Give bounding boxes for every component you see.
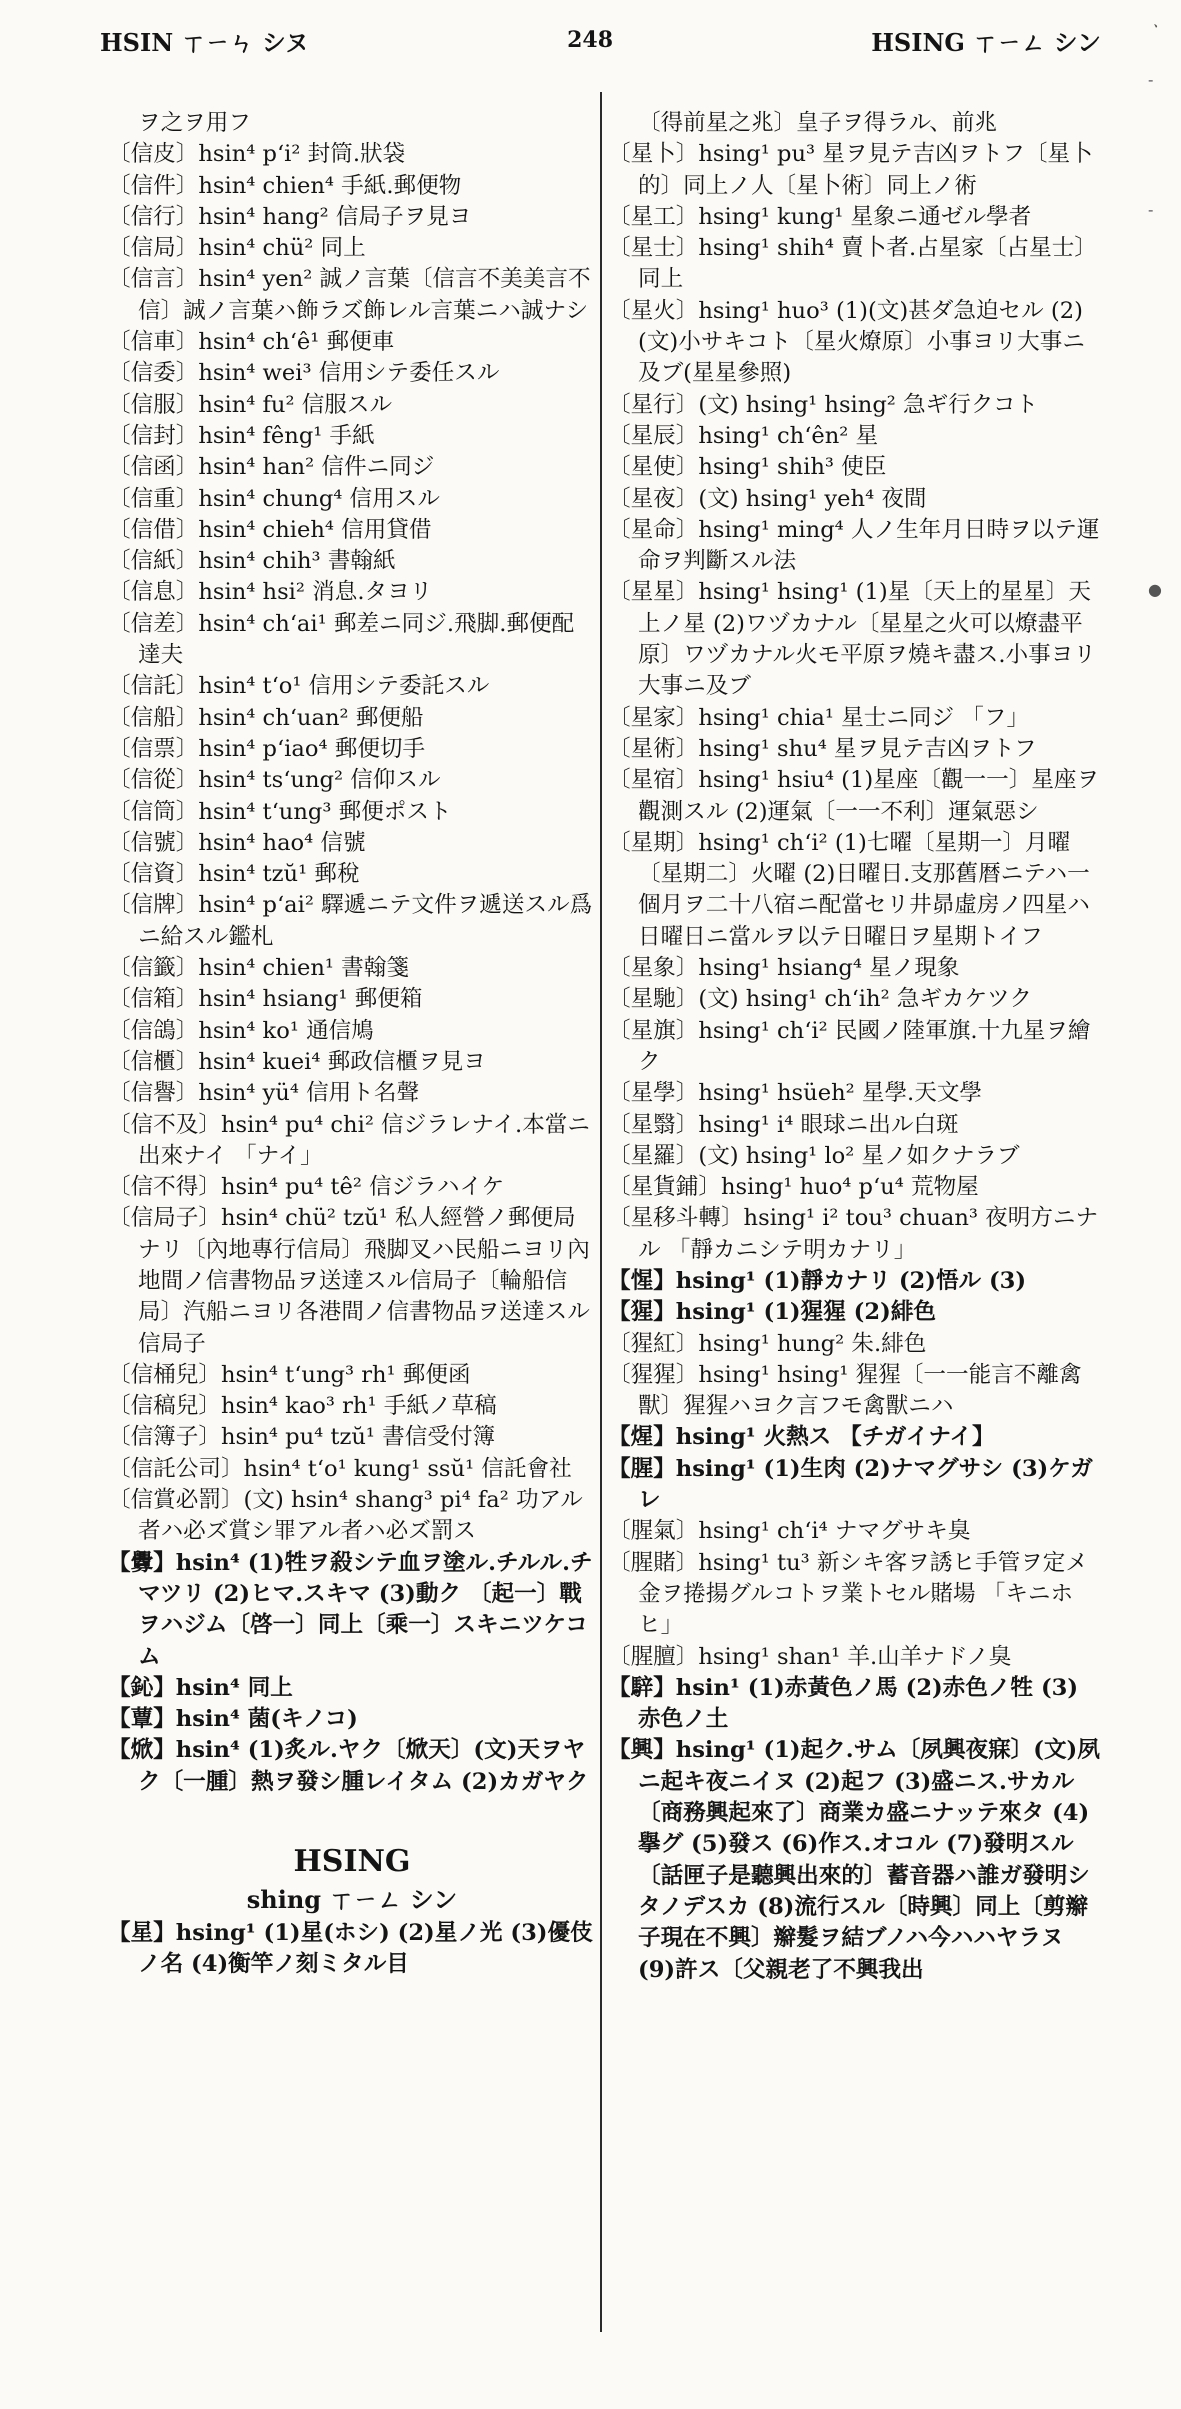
dictionary-entry: 〔星羅〕(文) hsing¹ lo² 星ノ如クナラブ	[608, 1142, 1020, 1169]
dictionary-entry: 〔星翳〕hsing¹ i⁴ 眼球ニ出ル白斑	[608, 1111, 959, 1138]
dictionary-entry: 〔信局〕hsin⁴ chü² 同上	[108, 235, 366, 262]
headword-entry: 【星】hsing¹ (1)星(ホシ) (2)星ノ光 (3)優伎ノ名 (4)衡竿ノ刻ミタル目	[108, 1920, 593, 1978]
dictionary-entry: 〔星使〕hsing¹ shih³ 使臣	[608, 454, 887, 481]
margin-mark: ㆍ	[1148, 17, 1164, 36]
dictionary-entry: 〔信鴿〕hsin⁴ ko¹ 通信鳩	[108, 1017, 374, 1044]
dictionary-entry: ヲ之ヲ用フ	[138, 110, 251, 136]
dictionary-entry: 〔星卜〕hsing¹ pu³ 星ヲ見テ吉凶ヲトフ〔星卜的〕同上ノ人〔星卜術〕同上ノ術	[608, 141, 1093, 199]
dictionary-entry: 〔腥膻〕hsing¹ shan¹ 羊.山羊ナドノ臭	[608, 1643, 1012, 1670]
right-column	[608, 108, 1100, 1986]
dictionary-entry: 〔信箱〕hsin⁴ hsiang¹ 郵便箱	[108, 986, 423, 1013]
dictionary-entry: 〔星旗〕hsing¹ ch‘i² 民國ノ陸軍旗.十九星ヲ繪ク	[608, 1017, 1091, 1075]
dictionary-entry: 〔信賞必罰〕(文) hsin⁴ shang³ pi⁴ fa² 功アル者ハ必ズ賞シ罪アル者ハ必ズ罰ス	[108, 1487, 583, 1545]
section-subtitle: shing ㄒㄧㄥ シン	[246, 1885, 458, 1915]
dictionary-entry: 〔星象〕hsing¹ hsiang⁴ 星ノ現象	[608, 955, 960, 982]
dictionary-entry: 〔星移斗轉〕hsing¹ i² tou³ chuan³ 夜明方ニナル 「靜カニシテ明カナリ」	[608, 1205, 1099, 1263]
margin-mark: -	[1148, 70, 1154, 89]
running-header	[100, 18, 1101, 62]
dictionary-entry: 〔信不得〕hsin⁴ pu⁴ tê² 信ジラハイケ	[108, 1174, 505, 1201]
left-column	[108, 108, 596, 1981]
dictionary-entry: 〔信函〕hsin⁴ han² 信件ニ同ジ	[108, 454, 435, 481]
dictionary-entry: 〔猩猩〕hsing¹ hsing¹ 猩猩〔一一能言不離禽獸〕猩猩ハヨク言フモ禽獸ニハ	[608, 1361, 1082, 1420]
dictionary-entry: 〔信筒〕hsin⁴ t‘ung³ 郵便ポスト	[108, 798, 452, 825]
dictionary-entry: 〔星辰〕hsing¹ ch‘ên² 星	[608, 422, 879, 449]
dictionary-entry: 〔星宿〕hsing¹ hsiu⁴ (1)星座〔觀一一〕星座ヲ觀測スル (2)運氣〔一一不利〕運氣惡シ	[608, 767, 1100, 825]
dictionary-entry: 〔信息〕hsin⁴ hsi² 消息.タヨリ	[108, 579, 433, 606]
headword-entry: 【釁】hsin⁴ (1)牲ヲ殺シテ血ヲ塗ル.チルル.チマツリ (2)ヒマ.スキマ (3)動ク 〔起一〕戰ヲハジム〔啓一〕同上〔乘一〕スキニツケコム	[108, 1549, 593, 1670]
dictionary-entry: 〔星期〕hsing¹ ch‘i² (1)七曜〔星期一〕月曜〔星期二〕火曜 (2)日曜日.支那舊暦ニテハ一個月ヲ二十八宿ニ配當セリ井昴虛房ノ四星ハ日曜日ニ當ルヲ以テ日曜日ヲ星期トイフ	[608, 829, 1090, 950]
margin-mark: ●	[1148, 580, 1162, 599]
headword-entry: 【惺】hsing¹ (1)靜カナリ (2)悟ル (3)	[608, 1267, 1027, 1294]
dictionary-entry: 〔信服〕hsin⁴ fu² 信服スル	[108, 391, 393, 418]
dictionary-entry: 〔信封〕hsin⁴ fêng¹ 手紙	[108, 422, 375, 449]
dictionary-entry: 〔信號〕hsin⁴ hao⁴ 信號	[108, 829, 366, 856]
dictionary-entry: 〔星學〕hsing¹ hsüeh² 星學.天文學	[608, 1080, 983, 1107]
dictionary-entry: 〔信件〕hsin⁴ chien⁴ 手紙.郵便物	[108, 172, 462, 199]
dictionary-entry: 〔信譽〕hsin⁴ yü⁴ 信用ト名聲	[108, 1080, 420, 1107]
page-number: 248	[567, 27, 614, 53]
dictionary-entry: 〔星夜〕(文) hsing¹ yeh⁴ 夜間	[608, 485, 927, 512]
header-left: HSIN ㄒㄧㄣ シヌ	[100, 27, 309, 57]
dictionary-entry: 〔信言〕hsin⁴ yen² 誠ノ言葉〔信言不美美言不信〕誠ノ言葉ハ飾ラズ飾レル言葉ニハ誠ナシ	[108, 266, 591, 324]
dictionary-entry: 〔信櫃〕hsin⁴ kuei⁴ 郵政信櫃ヲ見ヨ	[108, 1048, 486, 1075]
headword-entry: 【蕈】hsin⁴ 菌(キノコ)	[108, 1706, 358, 1733]
dictionary-entry: 〔信船〕hsin⁴ ch‘uan² 郵便船	[108, 704, 424, 731]
dictionary-entry: 〔信託公司〕hsin⁴ t‘o¹ kung¹ ssŭ¹ 信託會社	[108, 1455, 572, 1482]
dictionary-entry: 〔信稿兒〕hsin⁴ kao³ rh¹ 手紙ノ草稿	[108, 1393, 497, 1420]
dictionary-entry: 〔信局子〕hsin⁴ chü² tzŭ¹ 私人經營ノ郵便局ナリ〔內地專行信局〕飛脚叉ハ民船ニヨリ內地間ノ信書物品ヲ送達スル信局子〔輪船信局〕汽船ニヨリ各港間ノ信書物品ヲ送達スル信局子	[108, 1205, 590, 1357]
dictionary-entry: 〔腥賭〕hsing¹ tu³ 新シキ客ヲ誘ヒ手管ヲ定メ金ヲ捲揚グルコトヲ業トセル賭場 「キニホヒ」	[608, 1549, 1088, 1639]
dictionary-entry: 〔信行〕hsin⁴ hang² 信局子ヲ見ヨ	[108, 203, 472, 230]
dictionary-entry: 〔信資〕hsin⁴ tzŭ¹ 郵稅	[108, 861, 360, 888]
dictionary-entry: 〔信車〕hsin⁴ ch‘ê¹ 郵便車	[108, 329, 395, 356]
dictionary-entry: 〔猩紅〕hsing¹ hung² 朱.緋色	[608, 1330, 927, 1357]
dictionary-entry: 〔信桶兒〕hsin⁴ t‘ung³ rh¹ 郵便函	[108, 1361, 471, 1388]
dictionary-entry: 〔星火〕hsing¹ huo³ (1)(文)甚ダ急迫セル (2)(文)小サキコト〔星火燎原〕小事ヨリ大事ニ及ブ(星星參照)	[608, 297, 1085, 387]
dictionary-entry: 〔信借〕hsin⁴ chieh⁴ 信用貸借	[108, 516, 432, 543]
headword-entry: 【煋】hsing¹ 火熱ス 【チガイナイ】	[608, 1424, 995, 1451]
headword-entry: 【焮】hsin⁴ (1)炙ル.ヤク〔焮天〕(文)天ヲヤク〔一腫〕熱ヲ發シ腫レイタム (2)カガヤク	[108, 1737, 589, 1795]
dictionary-entry: 〔星星〕hsing¹ hsing¹ (1)星〔天上的星星〕天上ノ星 (2)ワヅカナル〔星星之火可以燎盡平原〕ワヅカナル火モ平原ヲ燒キ盡ス.小事ヨリ大事ニ及ブ	[608, 579, 1096, 700]
headword-entry: 【興】hsing¹ (1)起ク.サム〔夙興夜寐〕(文)夙ニ起キ夜ニイヌ (2)起フ (3)盛ニス.サカル〔商務興起來了〕商業カ盛ニナッテ來タ (4)擧グ (5)發ス (6)作ス.オコル (7)發明スル〔話匣子是聽興出來的〕蓄音器ハ誰ガ發明シタノデスカ (8)流行スル〔時興〕同上〔剪辮子現在不興〕辮髮ヲ結ブノハ今ハハヤラヌ (9)許ス〔父親老了不興我出	[608, 1737, 1100, 1983]
dictionary-entry: 〔信重〕hsin⁴ chung⁴ 信用スル	[108, 485, 440, 512]
dictionary-entry: 〔星術〕hsing¹ shu⁴ 星ヲ見テ吉凶ヲトフ	[608, 735, 1037, 762]
dictionary-entry: 〔星馳〕(文) hsing¹ ch‘ih² 急ギカケツク	[608, 986, 1032, 1013]
headword-entry: 【鈊】hsin⁴ 同上	[108, 1674, 293, 1701]
dictionary-entry: 〔信紙〕hsin⁴ chih³ 書翰紙	[108, 548, 396, 575]
dictionary-entry: 〔腥氣〕hsing¹ ch‘i⁴ ナマグサキ臭	[608, 1518, 971, 1545]
dictionary-entry: 〔信票〕hsin⁴ p‘iao⁴ 郵便切手	[108, 735, 426, 762]
dictionary-entry: 〔星工〕hsing¹ kung¹ 星象ニ通ゼル學者	[608, 203, 1032, 230]
column-divider	[600, 92, 602, 2332]
dictionary-entry: 〔信委〕hsin⁴ wei³ 信用シテ委任スル	[108, 360, 500, 387]
dictionary-entry: 〔星家〕hsing¹ chia¹ 星士ニ同ジ 「フ」	[608, 704, 1030, 731]
section-title: HSING	[293, 1844, 411, 1880]
dictionary-entry: 〔星命〕hsing¹ ming⁴ 人ノ生年月日時ヲ以テ運命ヲ判斷スル法	[608, 516, 1100, 575]
dictionary-entry: 〔信簿子〕hsin⁴ pu⁴ tzŭ¹ 書信受付簿	[108, 1424, 496, 1451]
headword-entry: 【腥】hsing¹ (1)生肉 (2)ナマグサシ (3)ケガレ	[608, 1455, 1093, 1514]
dictionary-entry: 〔星貨鋪〕hsing¹ huo⁴ p‘u⁴ 荒物屋	[608, 1174, 979, 1201]
margin-mark: -	[1148, 200, 1154, 219]
header-right: HSING ㄒㄧㄥ シン	[871, 27, 1101, 57]
dictionary-entry: 〔信託〕hsin⁴ t‘o¹ 信用シテ委託スル	[108, 673, 490, 700]
dictionary-entry: 〔信從〕hsin⁴ ts‘ung² 信仰スル	[108, 767, 441, 794]
dictionary-entry: 〔得前星之兆〕皇子ヲ得ラル、前兆	[638, 110, 998, 136]
headword-entry: 【騂】hsin¹ (1)赤黃色ノ馬 (2)赤色ノ牲 (3)赤色ノ土	[608, 1674, 1079, 1733]
dictionary-entry: 〔星行〕(文) hsing¹ hsing² 急ギ行クコト	[608, 391, 1039, 418]
dictionary-entry: 〔信差〕hsin⁴ ch‘ai¹ 郵差ニ同ジ.飛脚.郵便配達夫	[108, 610, 575, 669]
dictionary-entry: 〔信籤〕hsin⁴ chien¹ 書翰箋	[108, 955, 409, 982]
dictionary-entry: 〔星士〕hsing¹ shih⁴ 賣卜者.占星家〔占星士〕同上	[608, 235, 1097, 293]
dictionary-entry: 〔信牌〕hsin⁴ p‘ai² 驛遞ニテ文件ヲ遞送スル爲ニ給スル鑑札	[108, 892, 593, 950]
headword-entry: 【猩】hsing¹ (1)猩猩 (2)緋色	[608, 1299, 936, 1326]
dictionary-entry: 〔信皮〕hsin⁴ p‘i² 封筒.狀袋	[108, 141, 406, 168]
dictionary-entry: 〔信不及〕hsin⁴ pu⁴ chi² 信ジラレナイ.本當ニ出來ナイ 「ナイ」	[108, 1111, 590, 1169]
